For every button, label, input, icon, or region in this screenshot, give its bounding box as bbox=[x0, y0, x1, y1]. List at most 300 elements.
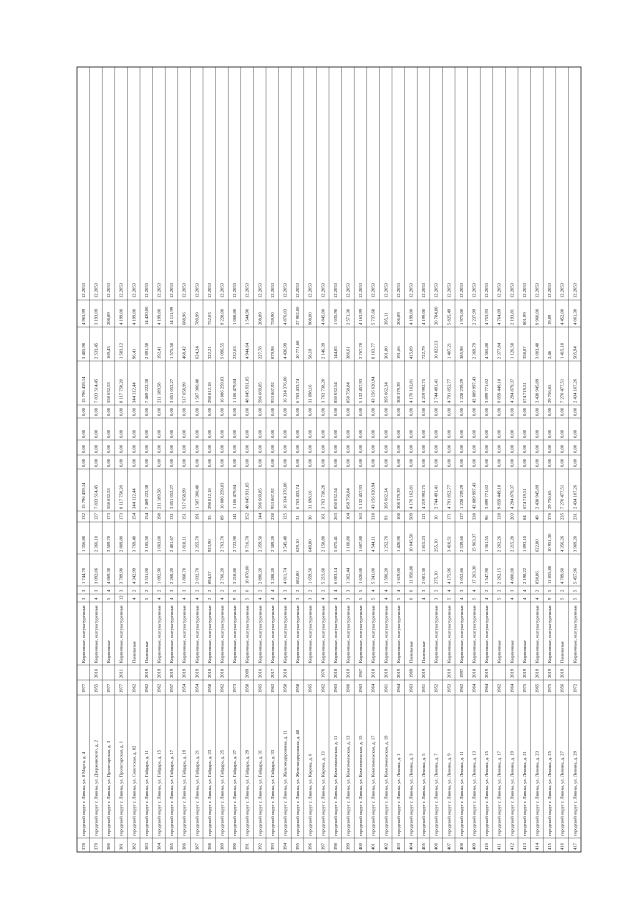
table-cell: 0,00 bbox=[131, 458, 137, 467]
table-cell: 0,00 bbox=[269, 458, 275, 467]
table-cell: 4 bbox=[269, 589, 275, 592]
table-cell: 1973 bbox=[232, 683, 238, 693]
table-cell: 96,41 bbox=[131, 348, 137, 359]
table-cell: 505,94 bbox=[572, 346, 578, 359]
table-cell: 4 bbox=[269, 597, 275, 600]
table-cell: 0,00 bbox=[496, 429, 502, 438]
table-cell: городской округ г. Ливны, ул. Гайдара, д. 17 bbox=[169, 749, 175, 836]
table-cell: 5 bbox=[496, 597, 502, 600]
table-cell: 2 766,20 bbox=[219, 567, 225, 584]
table-cell: 622,80 bbox=[534, 539, 540, 552]
table-cell: 132 bbox=[80, 513, 86, 520]
table-cell: 31 698,16 bbox=[307, 384, 313, 403]
table-cell: 387 bbox=[194, 843, 200, 850]
table-cell: 4 170 162,81 bbox=[408, 378, 414, 403]
table-cell: 12.2053 bbox=[332, 283, 338, 298]
table-cell: 1 893,10 bbox=[521, 535, 527, 552]
table-cell: 2 434 107,26 bbox=[572, 378, 578, 403]
table-cell: 4 bbox=[282, 597, 288, 600]
table-cell: городской округ г. Ливны, ул. Советская, д. 82 bbox=[131, 745, 137, 836]
table-cell: 415,09 bbox=[408, 346, 414, 359]
table-cell: 211 189,58 bbox=[156, 488, 162, 509]
table-cell: 1 228 239,29 bbox=[458, 484, 464, 509]
table-cell: городской округ г. Ливны, ул. Ленина, д. 21 bbox=[521, 751, 527, 836]
table-cell: 6 bbox=[408, 597, 414, 600]
table-cell: 2,46 bbox=[547, 350, 553, 359]
table-cell: 171 bbox=[446, 513, 452, 520]
table-cell: 558 632,53 bbox=[106, 488, 112, 509]
table-cell: 517 658,99 bbox=[181, 488, 187, 509]
table-cell: Кирпичные, оштукатуренные bbox=[156, 605, 162, 663]
table-cell: 2019 bbox=[143, 668, 149, 678]
table-cell: 389 bbox=[219, 843, 225, 850]
table-cell: 0,00 bbox=[307, 458, 313, 467]
table-cell: 5 bbox=[358, 589, 364, 592]
table-cell: 0,00 bbox=[80, 444, 86, 453]
table-cell: 4 bbox=[181, 597, 187, 600]
table-cell: 0,00 bbox=[194, 458, 200, 467]
table-cell: 0,00 bbox=[80, 429, 86, 438]
table-cell: 2 377,84 bbox=[496, 342, 502, 359]
table-cell: 2 215,20 bbox=[509, 535, 515, 552]
table-cell: 12.2053 bbox=[383, 283, 389, 298]
table-cell: 395 662,34 bbox=[383, 488, 389, 509]
table-cell: 344 112,44 bbox=[131, 488, 137, 509]
table-cell: 0,00 bbox=[232, 407, 238, 416]
table-cell: Кирпичные, оштукатуренные bbox=[383, 605, 389, 663]
table-cell: 413 bbox=[521, 843, 527, 850]
table-cell: 1 035,90 bbox=[332, 308, 338, 325]
table-cell: 0,00 bbox=[93, 407, 99, 416]
table-cell: 0,00 bbox=[332, 429, 338, 438]
table-cell: 0,00 bbox=[269, 429, 275, 438]
table-cell: 144,85 bbox=[332, 346, 338, 359]
table-cell: 3 410,51 bbox=[446, 535, 452, 552]
table-cell: 1 583,12 bbox=[118, 342, 124, 359]
table-cell: 12.2053 bbox=[143, 283, 149, 298]
table-cell: 3 769,40 bbox=[131, 535, 137, 552]
table-cell: Кирпичные, оштукатуренные bbox=[295, 605, 301, 663]
table-cell: 376 bbox=[547, 513, 553, 520]
table-cell: 4 bbox=[521, 597, 527, 600]
table-cell: 5 bbox=[559, 597, 565, 600]
table-cell: 12.2053 bbox=[257, 283, 263, 298]
table-cell: городской округ г. Ливны, ул. Пролетарская, д. 3 bbox=[106, 741, 112, 836]
table-cell: 35 bbox=[206, 515, 212, 520]
table-cell: 558 632,53 bbox=[106, 382, 112, 403]
table-cell: городской округ г. Ливны, ул. Дзержинского, д. 2 bbox=[93, 740, 99, 836]
table-cell: 1955 bbox=[93, 683, 99, 693]
table-cell: 2018 bbox=[332, 668, 338, 678]
table-cell: 4 bbox=[521, 589, 527, 592]
table-cell: 0,00 bbox=[169, 407, 175, 416]
table-cell: 0,00 bbox=[106, 444, 112, 453]
table-cell: 104 bbox=[345, 513, 351, 520]
table-cell: городской округ г. Ливны, ул. Комсомольская, д. 11 bbox=[332, 735, 338, 836]
table-cell: 0,00 bbox=[282, 407, 288, 416]
table-cell: 4 bbox=[332, 597, 338, 600]
table-cell: 682,80 bbox=[295, 571, 301, 584]
table-cell: 2 237,99 bbox=[471, 308, 477, 325]
table-cell: 308 379,39 bbox=[395, 382, 401, 403]
table-cell: 232,63 bbox=[232, 346, 238, 359]
table-cell: 0,00 bbox=[433, 444, 439, 453]
table-cell: 0,00 bbox=[383, 444, 389, 453]
table-cell: 0,00 bbox=[194, 429, 200, 438]
table-cell: 2019 bbox=[181, 668, 187, 678]
table-cell: 0,00 bbox=[408, 458, 414, 467]
table-cell: 403 bbox=[395, 843, 401, 850]
table-cell: 0,00 bbox=[282, 429, 288, 438]
table-cell: 4 436,99 bbox=[282, 342, 288, 359]
table-cell: 1964 bbox=[509, 683, 515, 693]
table-cell: 211 189,58 bbox=[156, 382, 162, 403]
table-cell: 0,00 bbox=[156, 458, 162, 467]
table-cell: 10 951,30 bbox=[547, 533, 553, 552]
table-cell: 2 809,80 bbox=[118, 535, 124, 552]
table-cell: 384 bbox=[156, 843, 162, 850]
table-cell: городской округ г. Ливны, ул. Гайдара, д. 11 bbox=[143, 750, 149, 836]
table-cell: городской округ г. Ливны, ул. Комсомольская, д. 13 bbox=[345, 735, 351, 836]
table-cell: 7 469 222,38 bbox=[143, 378, 149, 403]
table-cell: 12.2053 bbox=[421, 283, 427, 298]
table-cell: 0,00 bbox=[257, 407, 263, 416]
table-cell: 231 bbox=[572, 513, 578, 520]
table-cell: 1953 bbox=[446, 683, 452, 693]
table-cell: 4 bbox=[131, 597, 137, 600]
table-cell: 5 132 457,93 bbox=[358, 484, 364, 509]
table-cell: 84 bbox=[521, 515, 527, 520]
table-cell: 0,00 bbox=[521, 407, 527, 416]
table-cell: 12.2053 bbox=[496, 283, 502, 298]
table-cell: 0,00 bbox=[206, 407, 212, 416]
table-cell: 308 379,39 bbox=[395, 488, 401, 509]
table-cell: Кирпичные, оштукатуренные bbox=[458, 605, 464, 663]
table-cell: 3 288,20 bbox=[269, 567, 275, 584]
table-cell: 4 bbox=[446, 589, 452, 592]
table-cell: 0,00 bbox=[446, 407, 452, 416]
table-cell: 386,61 bbox=[345, 346, 351, 359]
table-cell: 0,00 bbox=[458, 458, 464, 467]
table-cell: 0,00 bbox=[433, 407, 439, 416]
table-cell: 395 bbox=[295, 843, 301, 850]
table-cell: городской округ г. Ливны, ул. Гайдара, д. 31 bbox=[257, 749, 263, 836]
table-cell: 0,00 bbox=[547, 407, 553, 416]
table-cell: 4 876,03 bbox=[282, 308, 288, 325]
table-cell: 0,00 bbox=[421, 458, 427, 467]
table-cell: 43 156 620,94 bbox=[370, 482, 376, 509]
table-cell: 398 bbox=[332, 843, 338, 850]
table-cell: 0,00 bbox=[521, 444, 527, 453]
table-cell: 2017 bbox=[269, 668, 275, 678]
table-cell: 1 620,00 bbox=[358, 567, 364, 584]
table-cell: Панельные bbox=[421, 641, 427, 663]
table-cell: 191,66 bbox=[395, 346, 401, 359]
table-cell: 5 bbox=[471, 597, 477, 600]
table-cell: Кирпичные, оштукатуренные bbox=[320, 605, 326, 663]
table-cell: 0,00 bbox=[484, 458, 490, 467]
table-cell: 4 bbox=[458, 597, 464, 600]
table-cell: 1 659,50 bbox=[307, 567, 313, 584]
table-cell: 0,00 bbox=[370, 429, 376, 438]
table-cell: 0,00 bbox=[206, 444, 212, 453]
table-cell: 4 789,60 bbox=[559, 567, 565, 584]
table-cell: 1957 bbox=[169, 683, 175, 693]
table-cell: 127 bbox=[458, 513, 464, 520]
table-cell: 2018 bbox=[471, 668, 477, 678]
table-cell: 322,21 bbox=[206, 346, 212, 359]
table-cell: городской округ г. Ливны, ул. Ленина, д. 17 bbox=[496, 751, 502, 836]
table-cell: 6 bbox=[244, 589, 250, 592]
table-cell: 0,00 bbox=[106, 407, 112, 416]
table-cell: 3 092,06 bbox=[93, 567, 99, 584]
table-cell: 953 867,92 bbox=[269, 488, 275, 509]
table-cell: 318 bbox=[370, 513, 376, 520]
table-cell: 3 bbox=[80, 597, 86, 600]
table-cell: 12.2053 bbox=[358, 283, 364, 298]
table-cell: 9 bbox=[547, 597, 553, 600]
table-cell: 4 bbox=[257, 597, 263, 600]
table-cell: 596 669,85 bbox=[257, 382, 263, 403]
table-cell: 0,00 bbox=[395, 444, 401, 453]
table-cell: 0,00 bbox=[395, 429, 401, 438]
table-cell: 4 800,00 bbox=[509, 567, 515, 584]
table-cell: 0,00 bbox=[421, 429, 427, 438]
table-cell: 108 bbox=[395, 513, 401, 520]
table-cell: 2 bbox=[534, 589, 540, 592]
table-cell: 2 434 107,26 bbox=[572, 484, 578, 509]
table-cell: 0,00 bbox=[496, 407, 502, 416]
table-cell: Кирпичные, оштукатуренные bbox=[332, 605, 338, 663]
table-cell: 385 bbox=[169, 843, 175, 850]
table-cell: 674 719,51 bbox=[521, 488, 527, 509]
table-cell: 0,00 bbox=[295, 407, 301, 416]
table-cell: 1958 bbox=[295, 683, 301, 693]
table-cell: 0,00 bbox=[118, 444, 124, 453]
table-cell: 4 356,26 bbox=[559, 535, 565, 552]
table-cell: 2 198,22 bbox=[521, 567, 527, 584]
table-cell: 3 789,90 bbox=[118, 567, 124, 584]
table-cell: 2018 bbox=[370, 668, 376, 678]
table-cell: 0,00 bbox=[244, 429, 250, 438]
table-cell: 2 158,80 bbox=[320, 535, 326, 552]
table-cell: 5 bbox=[370, 597, 376, 600]
table-cell: 2019 bbox=[395, 668, 401, 678]
table-cell: 4 bbox=[395, 589, 401, 592]
table-cell: городской округ г. Ливны, ул. Гайдара, д. 21 bbox=[194, 749, 200, 836]
table-cell: 1962 bbox=[143, 683, 149, 693]
table-cell: 2 193,81 bbox=[509, 308, 515, 325]
table-cell: 0,00 bbox=[471, 458, 477, 467]
table-cell: 2009 bbox=[244, 668, 250, 678]
table-cell: городской округ г. Ливны, ул. Гайдара, д. 27 bbox=[232, 749, 238, 836]
table-cell: 208,89 bbox=[106, 312, 112, 325]
table-cell: 400 bbox=[358, 843, 364, 850]
table-cell: 12.2053 bbox=[509, 283, 515, 298]
table-cell: 1954 bbox=[181, 683, 187, 693]
table-cell: 4 163,99 bbox=[358, 308, 364, 325]
table-cell: 3 851 052,27 bbox=[169, 378, 175, 403]
table-cell: 31 698,16 bbox=[307, 490, 313, 509]
table-cell: 3 bbox=[345, 589, 351, 592]
table-cell: 391 bbox=[244, 843, 250, 850]
table-cell: 12.2053 bbox=[370, 283, 376, 298]
table-cell: городской округ г. Ливны, ул. Гайдара, д. 29 bbox=[244, 749, 250, 836]
table-cell: 5 bbox=[547, 589, 553, 592]
table-cell: 192,41 bbox=[156, 346, 162, 359]
table-cell: 0,00 bbox=[534, 458, 540, 467]
table-cell: 0,00 bbox=[484, 429, 490, 438]
table-cell: 93 bbox=[383, 515, 389, 520]
table-cell: 1962 bbox=[269, 683, 275, 693]
table-cell: 0,00 bbox=[194, 444, 200, 453]
table-cell: 2 146,39 bbox=[320, 342, 326, 359]
table-cell: 402 bbox=[383, 843, 389, 850]
table-cell: 298 812,18 bbox=[206, 488, 212, 509]
table-cell: 2019 bbox=[156, 668, 162, 678]
table-cell: 14 420,00 bbox=[143, 306, 149, 325]
table-cell: 17 263,30 bbox=[471, 565, 477, 584]
table-cell: 0,00 bbox=[408, 429, 414, 438]
table-cell: 12.2053 bbox=[521, 283, 527, 298]
table-cell: 9 859 449,18 bbox=[496, 378, 502, 403]
table-cell: 386 bbox=[181, 843, 187, 850]
table-cell: 0,00 bbox=[307, 444, 313, 453]
table-cell: Кирпичные, оштукатуренные bbox=[446, 605, 452, 663]
table-cell: 338 bbox=[471, 513, 477, 520]
table-cell: 380 bbox=[106, 843, 112, 850]
table-cell: 0,00 bbox=[295, 458, 301, 467]
table-cell: 275,10 bbox=[433, 571, 439, 584]
table-cell: 12.2053 bbox=[471, 283, 477, 298]
table-cell: 0,00 bbox=[181, 458, 187, 467]
table-cell: 12.2053 bbox=[232, 283, 238, 298]
table-cell: городской округ г. Ливны, ул. Комсомольская, д. 17 bbox=[370, 735, 376, 836]
table-cell: 12.2053 bbox=[206, 283, 212, 298]
table-cell: 191 bbox=[194, 513, 200, 520]
table-cell: 89 bbox=[219, 515, 225, 520]
table-cell: 399 bbox=[345, 843, 351, 850]
table-cell: 4 bbox=[320, 597, 326, 600]
table-cell: 0,00 bbox=[257, 458, 263, 467]
table-cell: 8 117 750,20 bbox=[118, 485, 124, 509]
table-cell: 0,00 bbox=[219, 407, 225, 416]
table-cell: 1 106 479,84 bbox=[232, 378, 238, 403]
table-cell: 3 763 738,20 bbox=[320, 378, 326, 403]
table-cell: 4 bbox=[421, 597, 427, 600]
table-cell: 3 899 771,02 bbox=[484, 484, 490, 509]
table-cell: 2 bbox=[206, 597, 212, 600]
table-cell: 0,00 bbox=[269, 407, 275, 416]
table-cell: 4 199,00 bbox=[156, 308, 162, 325]
table-cell: 7 833 514,45 bbox=[93, 484, 99, 509]
table-cell: 29 756,65 bbox=[547, 384, 553, 403]
table-cell: 2 bbox=[257, 589, 263, 592]
table-cell: 596 669,85 bbox=[257, 488, 263, 509]
table-cell: 674 719,51 bbox=[521, 382, 527, 403]
table-cell: 12.2053 bbox=[131, 283, 137, 298]
table-cell: 5 215,60 bbox=[320, 567, 326, 584]
table-cell: 6 763 433,74 bbox=[295, 484, 301, 509]
table-cell: 0,00 bbox=[433, 429, 439, 438]
table-cell: 1964 bbox=[370, 683, 376, 693]
table-cell: 12.2053 bbox=[408, 283, 414, 298]
table-cell: 161 bbox=[320, 513, 326, 520]
table-cell: 2 369,79 bbox=[471, 342, 477, 359]
table-cell: 649,80 bbox=[307, 539, 313, 552]
table-cell: 2 bbox=[559, 589, 565, 592]
table-cell: 1 252,70 bbox=[383, 535, 389, 552]
table-cell: 0,00 bbox=[156, 429, 162, 438]
table-cell: Кирпичные, оштукатуренные bbox=[232, 605, 238, 663]
table-cell: 1967 bbox=[358, 668, 364, 678]
table-cell: Кирпичные, оштукатуренные bbox=[395, 605, 401, 663]
table-cell: 7 270 477,51 bbox=[559, 378, 565, 403]
table-cell: 2 401,67 bbox=[169, 535, 175, 552]
table-cell: 16 086 259,03 bbox=[219, 376, 225, 403]
table-cell: 0,00 bbox=[559, 429, 565, 438]
table-cell: 42 889 997,43 bbox=[471, 482, 477, 509]
table-cell: городской округ г. Ливны, ул. Ленина, д. 7 bbox=[433, 753, 439, 836]
table-cell: 12.2053 bbox=[295, 283, 301, 298]
table-cell: 406 bbox=[433, 843, 439, 850]
table-cell: 2 032,70 bbox=[194, 567, 200, 584]
table-cell: 0,00 bbox=[521, 458, 527, 467]
table-cell: 0,00 bbox=[521, 429, 527, 438]
table-cell: 1958 bbox=[206, 683, 212, 693]
table-cell: 4 069,30 bbox=[106, 567, 112, 584]
table-cell: 415 bbox=[547, 843, 553, 850]
table-cell: 0,00 bbox=[332, 407, 338, 416]
table-cell: 227,78 bbox=[257, 346, 263, 359]
table-cell: 16 086 259,03 bbox=[219, 482, 225, 509]
table-cell: 1 575,58 bbox=[169, 342, 175, 359]
table-cell: 144 bbox=[257, 513, 263, 520]
table-cell: 1960 bbox=[345, 683, 351, 693]
table-cell: 2 bbox=[307, 589, 313, 592]
table-cell: 2 366,10 bbox=[93, 535, 99, 552]
table-cell: 12.2053 bbox=[534, 283, 540, 298]
table-cell: 1962 bbox=[131, 683, 137, 693]
table-cell: 4 791 852,77 bbox=[446, 378, 452, 403]
table-cell: Кирпичные, оштукатуренные bbox=[547, 605, 553, 663]
table-cell: 4 bbox=[332, 589, 338, 592]
table-cell: 2019 bbox=[534, 668, 540, 678]
table-cell: 0,00 bbox=[559, 407, 565, 416]
table-cell: 0,00 bbox=[143, 407, 149, 416]
table-cell: 2019 bbox=[446, 668, 452, 678]
table-cell: 2 767,78 bbox=[358, 342, 364, 359]
table-cell: городской округ г. Ливны, ул. Ленина, д. 23 bbox=[534, 751, 540, 836]
table-cell: 12.2053 bbox=[547, 283, 553, 298]
table-cell: 0,00 bbox=[572, 407, 578, 416]
table-cell: 2 bbox=[156, 589, 162, 592]
table-cell: 378 bbox=[80, 843, 86, 850]
table-cell: 4 011,74 bbox=[282, 568, 288, 584]
table-cell: 4 bbox=[471, 589, 477, 592]
table-cell: Кирпичные, оштукатуренные bbox=[307, 605, 313, 663]
table-cell: 2019 bbox=[484, 668, 490, 678]
table-cell: 6 763 433,74 bbox=[295, 378, 301, 403]
table-cell: 0,00 bbox=[156, 444, 162, 453]
table-cell: 4 452,00 bbox=[559, 308, 565, 325]
table-cell: 2018 bbox=[219, 668, 225, 678]
table-cell: 0,00 bbox=[370, 407, 376, 416]
table-cell: 1997 bbox=[458, 668, 464, 678]
table-cell: 12.2053 bbox=[106, 283, 112, 298]
table-cell: 4 170 162,81 bbox=[408, 484, 414, 509]
table-cell: 1962 bbox=[219, 683, 225, 693]
